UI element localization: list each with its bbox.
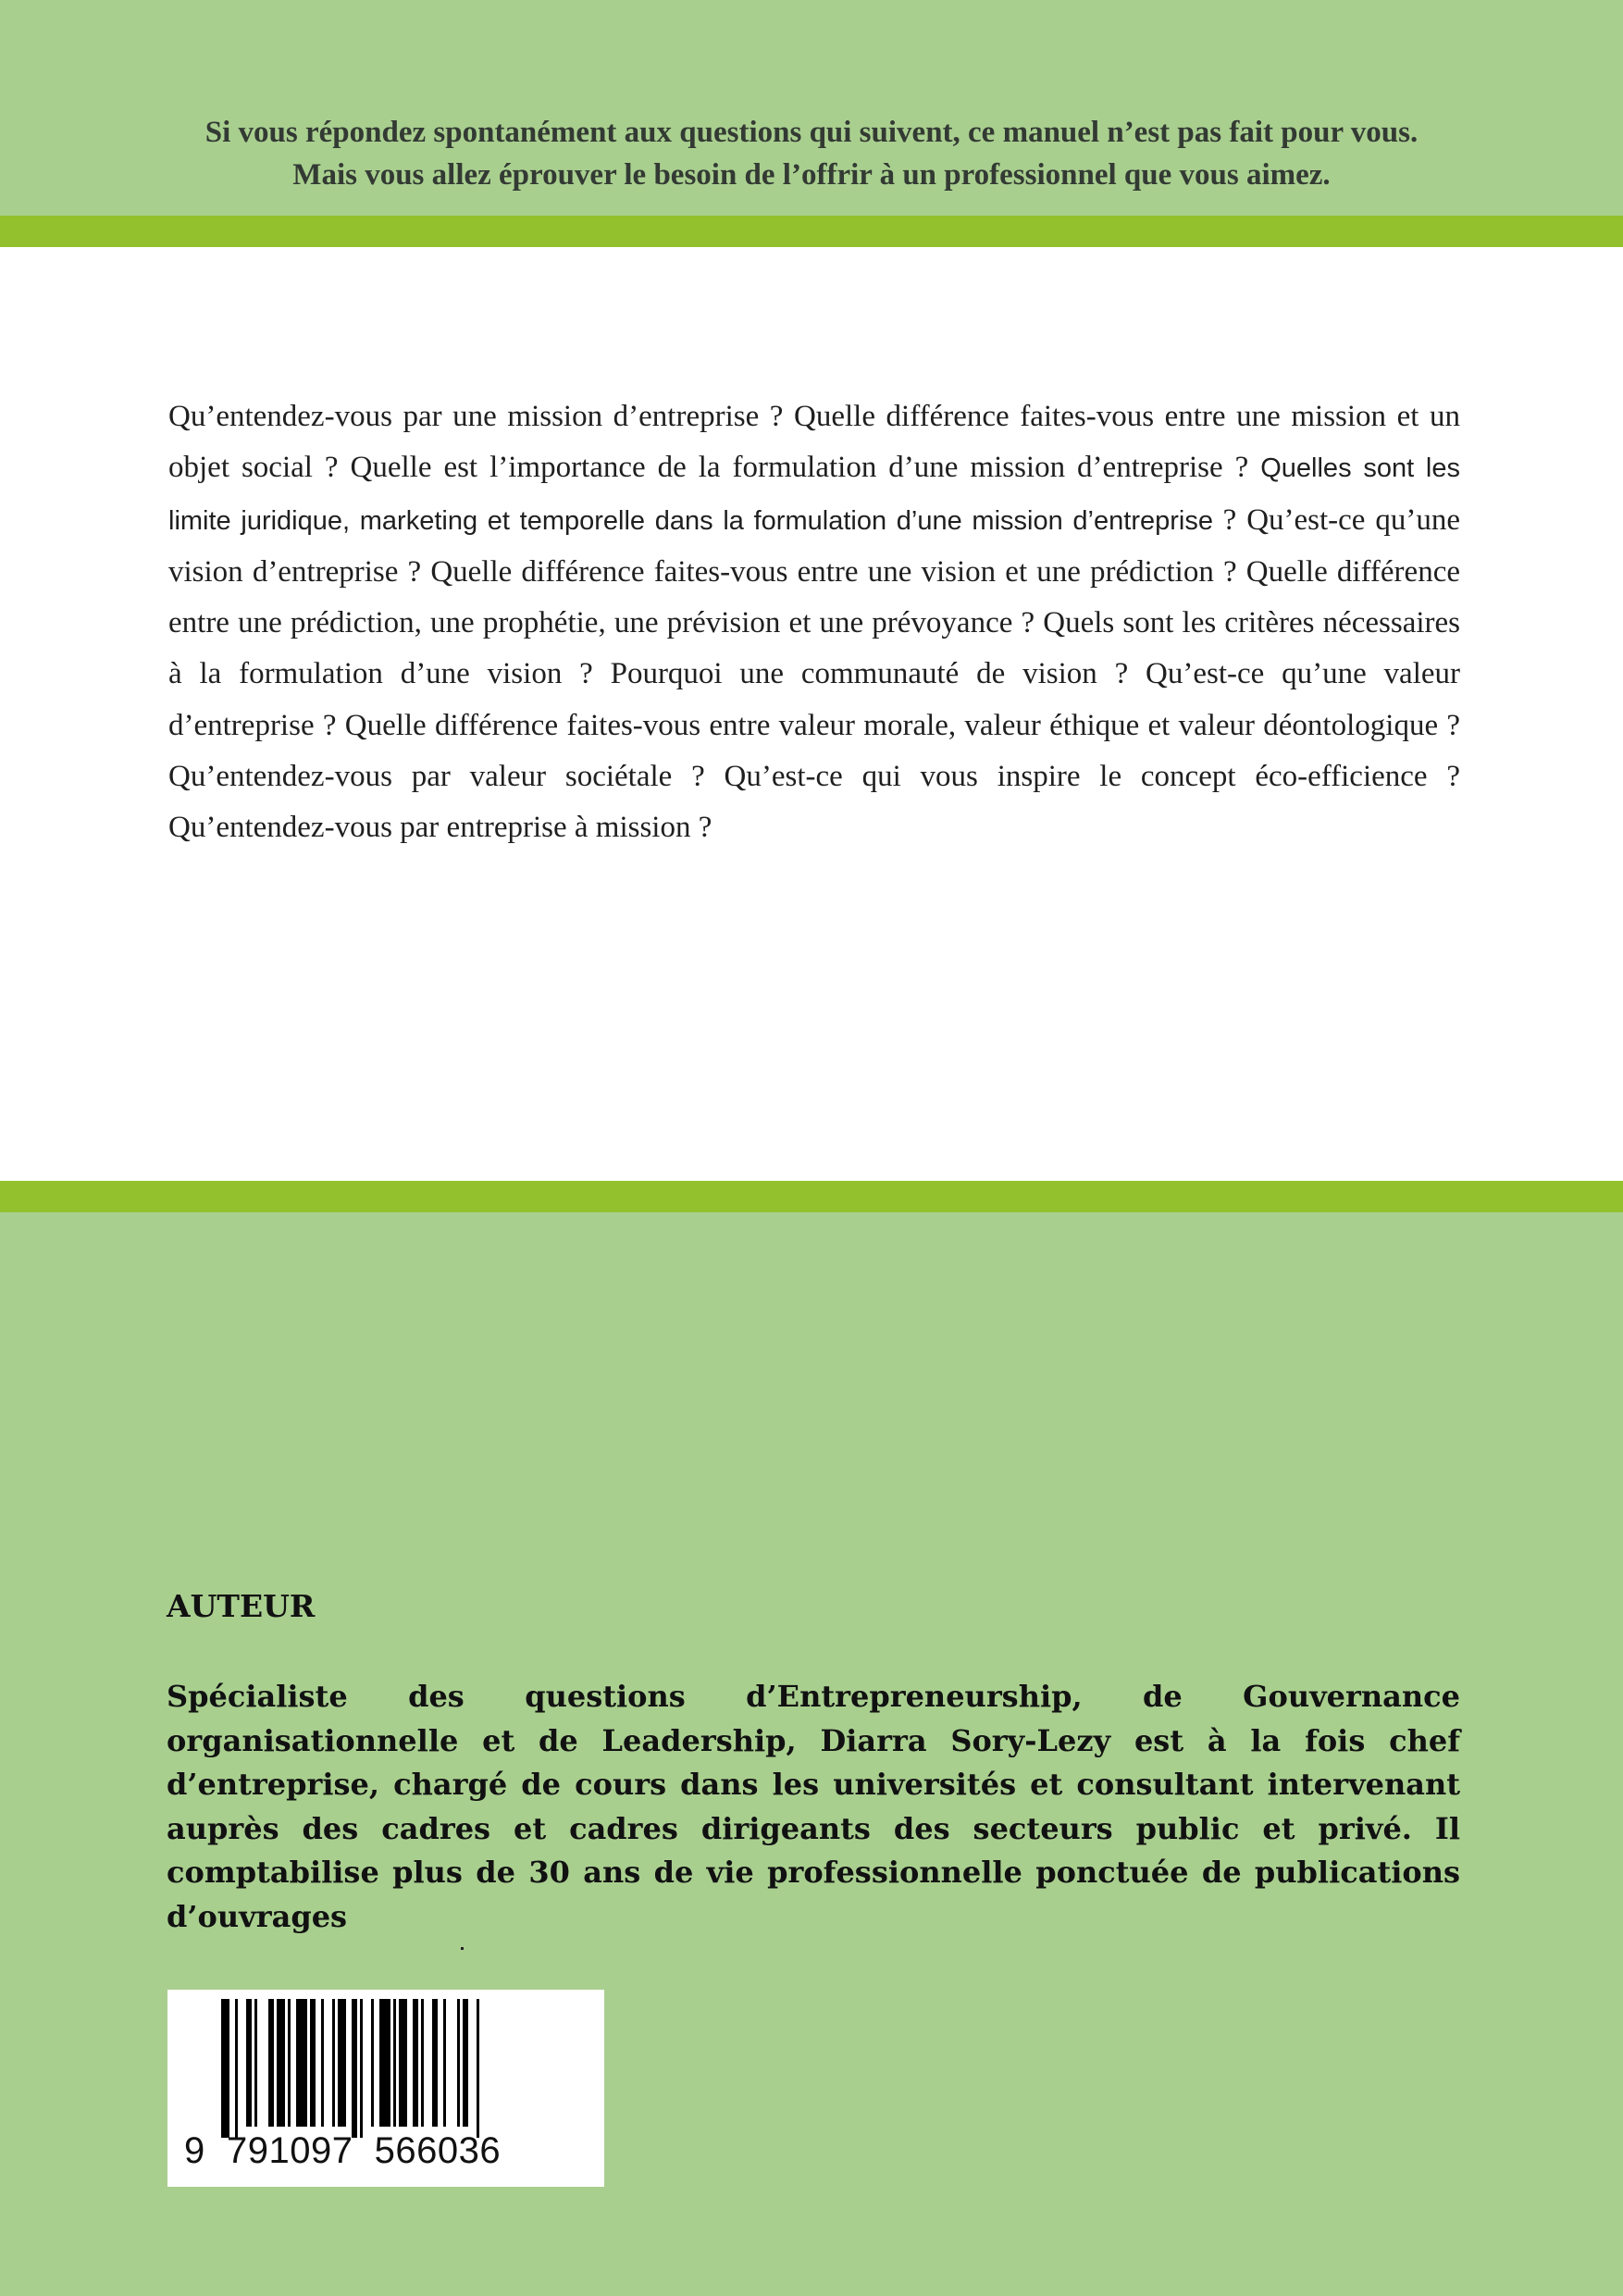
barcode-bar (393, 1999, 396, 2127)
cover-tagline (0, 111, 1623, 196)
barcode-bar (246, 1999, 252, 2127)
questions-part-3: ? Qu’est-ce qu’une vision d’entreprise ? Quelle différence faites-vous entre une vision et une prédiction ? Quelle différence entre une prédiction, une prophétie, une prévision et une prévoyance ? Quels sont les critères nécessaires à la formulation d’une vision ? Pourquoi une communauté de vision ? Qu’est-ce qu’une valeur d’entreprise ? Quelle différence faites-vous entre valeur morale, valeur éthique et valeur déontologique ? Qu’entendez-vous par valeur sociétale ? Qu’est-ce qui vous inspire le concept éco-efficience ? Qu’entendez-vous par entreprise à mission ? (168, 503, 1460, 845)
barcode-bar (432, 1999, 438, 2127)
barcode-bar (254, 1999, 257, 2127)
questions-paragraph (168, 391, 1460, 854)
barcode-bar (379, 1999, 390, 2127)
author-bio: Spécialiste des questions d’Entrepreneurship, de Gouvernance organisationnelle et de Leadership, Diarra Sory-Lezy est à la fois chef d’entreprise, chargé de cours dans les universités et consultant intervenant auprès des cadres et cadres dirigeants des secteurs public et privé. Il comptabilise plus de 30 ans de vie professionnelle ponctuée de publications d’ouvrages (167, 1679, 1460, 1934)
barcode-bar (296, 1999, 307, 2127)
barcode-bar (310, 1999, 316, 2127)
bottom-accent-stripe (0, 1181, 1623, 1212)
barcode-bar (477, 1999, 479, 2138)
barcode-bar (268, 1999, 274, 2127)
tagline-line-2: Mais vous allez éprouver le besoin de l’offrir à un professionnel que vous aimez. (292, 158, 1331, 192)
barcode-bar (277, 1999, 285, 2127)
tagline-line-1: Si vous répondez spontanément aux questions qui suivent, ce manuel n’est pas fait pour vous. (204, 116, 1419, 149)
barcode-bar (463, 1999, 468, 2127)
barcode-bar (235, 1999, 238, 2138)
barcode-bar (338, 1999, 346, 2127)
barcode-bar (413, 1999, 418, 2127)
top-accent-stripe (0, 216, 1623, 247)
barcode-bar (399, 1999, 407, 2127)
barcode-bar (371, 1999, 374, 2127)
barcode-bar (352, 1999, 357, 2138)
barcode-bar (332, 1999, 335, 2127)
author-heading: AUTEUR (167, 1588, 316, 1624)
barcode-bar (457, 1999, 460, 2127)
barcode-bar (443, 1999, 446, 2127)
stray-dot (461, 1947, 464, 1950)
questions-part-1: Qu’entendez-vous par une mission d’entreprise ? Quelle différence faites-vous entre une mission et un objet social ? Quelle est l’importance de la formulation d’une mission d’entreprise ? (168, 400, 1460, 485)
isbn-barcode (167, 1990, 604, 2187)
questions-part-2: Quelles sont les limite juridique, marketing et temporelle dans la formulation d’une mission d’entreprise (168, 453, 1460, 536)
barcode-bar (321, 1999, 324, 2127)
barcode-bar (288, 1999, 291, 2127)
barcode-bar (221, 1999, 229, 2138)
barcode-bar (421, 1999, 424, 2127)
barcode-bar (360, 1999, 363, 2138)
barcode-digits: 9 791097 566036 (184, 2130, 502, 2171)
